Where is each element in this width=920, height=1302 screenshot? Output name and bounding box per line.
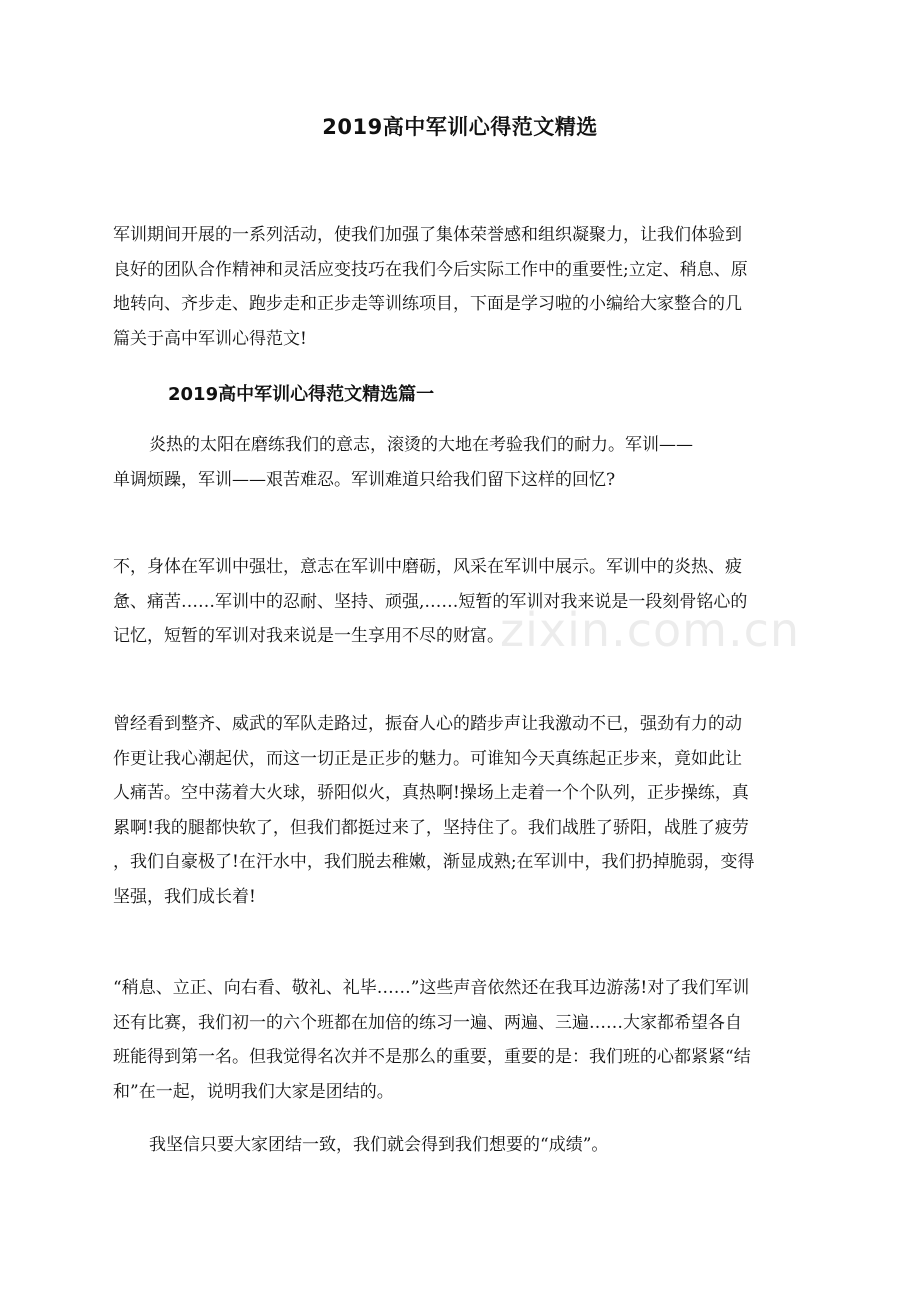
text-line: 炎热的太阳在磨练我们的意志，滚烫的大地在考验我们的耐力。军训—— xyxy=(149,435,693,455)
text-line: “稍息、立正、向右看、敬礼、礼毕……”这些声音依然还在我耳边游荡!对了我们军训 xyxy=(113,978,750,998)
text-line: 和”在一起，说明我们大家是团结的。 xyxy=(113,1081,394,1102)
text-line: 地转向、齐步走、跑步走和正步走等训练项目，下面是学习啦的小编给大家整合的几 xyxy=(113,294,742,314)
text-line: 不，身体在军训中强壮，意志在军训中磨砺，风采在军训中展示。军训中的炎热、疲 xyxy=(113,557,742,577)
text-line: 我坚信只要大家团结一致，我们就会得到我们想要的“成绩”。 xyxy=(149,1135,609,1155)
paragraph-4 xyxy=(113,971,813,1109)
text-line: 曾经看到整齐、威武的军队走路过，振奋人心的踏步声让我激动不已，强劲有力的动 xyxy=(113,714,742,734)
paragraph-5 xyxy=(113,1128,813,1163)
paragraph-3 xyxy=(113,707,813,914)
text-line: 坚强，我们成长着! xyxy=(113,886,256,907)
document-title: 2019高中军训心得范文精选 xyxy=(322,115,598,139)
paragraph-1 xyxy=(113,428,813,497)
text-line: 作更让我心潮起伏，而这一切正是正步的魅力。可谁知今天真练起正步来，竟如此让 xyxy=(113,748,742,769)
text-line: 军训期间开展的一系列活动，使我们加强了集体荣誉感和组织凝聚力，让我们体验到 xyxy=(113,225,742,245)
text-line: 篇关于高中军训心得范文! xyxy=(113,328,307,349)
paragraph-2 xyxy=(113,550,813,654)
intro-paragraph xyxy=(113,218,813,356)
section-heading: 2019高中军训心得范文精选篇一 xyxy=(168,384,435,405)
text-line: 惫、痛苦……军训中的忍耐、坚持、顽强,……短暂的军训对我来说是一段刻骨铭心的 xyxy=(113,591,748,612)
text-line: 单调烦躁，军训——艰苦难忍。军训难道只给我们留下这样的回忆? xyxy=(113,469,616,490)
text-line: 累啊!我的腿都快软了，但我们都挺过来了，坚持住了。我们战胜了骄阳，战胜了疲劳 xyxy=(113,817,749,838)
text-line: 人痛苦。空中荡着大火球，骄阳似火，真热啊!操场上走着一个个队列，正步操练，真 xyxy=(113,783,749,803)
text-line: 班能得到第一名。但我觉得名次并不是那么的重要，重要的是：我们班的心都紧紧“结 xyxy=(113,1047,751,1067)
text-line: ，我们自豪极了!在汗水中，我们脱去稚嫩，渐显成熟;在军训中，我们扔掉脆弱，变得 xyxy=(113,852,755,872)
watermark: zixin.com.cn xyxy=(500,603,801,657)
text-line: 记忆，短暂的军训对我来说是一生享用不尽的财富。 xyxy=(113,626,504,646)
text-line: 还有比赛，我们初一的六个班都在加倍的练习一遍、两遍、三遍……大家都希望各自 xyxy=(113,1012,742,1033)
text-line: 良好的团队合作精神和灵活应变技巧在我们今后实际工作中的重要性;立定、稍息、原 xyxy=(113,259,748,280)
